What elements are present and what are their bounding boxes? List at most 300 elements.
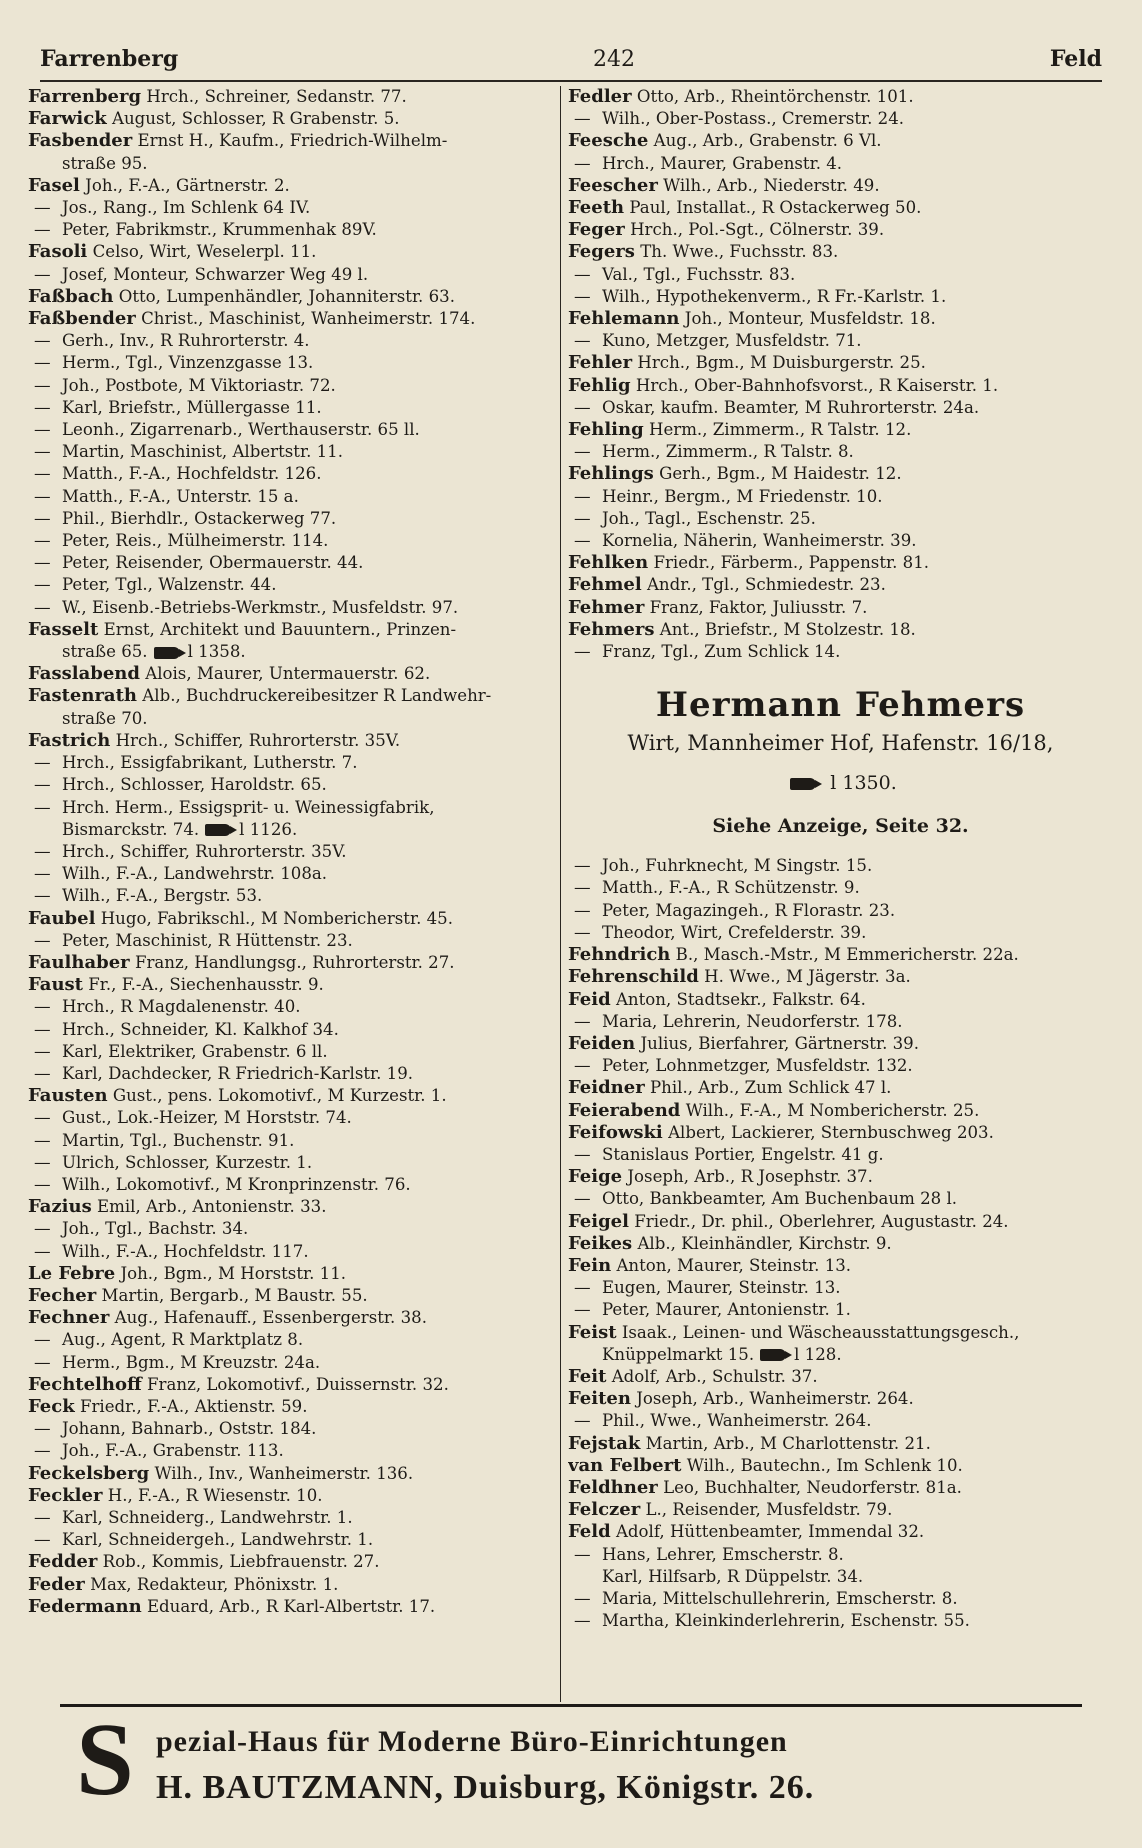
entry-surname: Fehndrich	[568, 944, 671, 966]
entry-dash: —	[34, 1352, 51, 1372]
entry-surname: Feder	[28, 1573, 85, 1595]
entry-details: Matth., F.-A., Unterstr. 15 a.	[62, 486, 299, 506]
entry-details: Joseph, Arb., R Josephstr. 37.	[627, 1167, 873, 1187]
directory-entry	[28, 1107, 558, 1129]
entry-dash: —	[34, 753, 51, 773]
entry-details: Joh., Tgl., Bachstr. 34.	[62, 1219, 249, 1239]
entry-surname: Faust	[28, 974, 83, 996]
entry-details: Herm., Tgl., Vinzenzgasse 13.	[62, 353, 314, 373]
entry-surname: Fehmel	[568, 574, 642, 596]
entry-details: Ulrich, Schlosser, Kurzestr. 1.	[62, 1152, 313, 1172]
directory-entry	[568, 1011, 1113, 1033]
entry-details: Herm., Zimmerm., R Talstr. 12.	[648, 420, 912, 440]
footer-advertisement	[60, 1704, 1082, 1817]
entry-details: Eugen, Maurer, Steinstr. 13.	[602, 1278, 841, 1298]
entry-dash: —	[34, 1219, 51, 1239]
right-column-entries-top	[568, 86, 1113, 663]
directory-entry	[28, 441, 558, 463]
entry-details: Phil., Wwe., Wanheimerstr. 264.	[602, 1411, 872, 1431]
directory-entry	[568, 419, 1113, 441]
column-divider	[560, 86, 561, 1702]
entry-details: Peter, Lohnmetzger, Musfeldstr. 132.	[602, 1056, 913, 1076]
entry-surname: Fasoli	[28, 241, 88, 263]
entry-surname: Farwick	[28, 108, 107, 130]
entry-surname: Fehling	[568, 419, 644, 441]
directory-entry	[28, 1063, 558, 1085]
entry-details: Peter, Tgl., Walzenstr. 44.	[62, 575, 277, 595]
entry-dash: —	[574, 900, 591, 920]
directory-entry	[568, 1144, 1113, 1166]
entry-surname: Fedler	[568, 86, 632, 107]
directory-entry	[28, 1574, 558, 1596]
directory-entry	[568, 375, 1113, 397]
entry-details: Ernst H., Kaufm., Friedrich-Wilhelm-	[137, 131, 448, 151]
entry-details: Rob., Kommis, Liebfrauenstr. 27.	[102, 1552, 380, 1572]
entry-details: Otto, Arb., Rheintörchenstr. 101.	[636, 87, 914, 106]
entry-details: W., Eisenb.-Betriebs-Werkmstr., Musfeldstr. 97.	[62, 597, 459, 617]
entry-details: Peter, Magazingeh., R Florastr. 23.	[602, 900, 896, 920]
entry-details: Karl, Schneiderg., Landwehrstr. 1.	[62, 1508, 353, 1527]
entry-dash: —	[34, 1174, 51, 1194]
entry-details: Franz, Handlungsg., Ruhrorterstr. 27.	[134, 952, 455, 972]
directory-entry	[568, 900, 1113, 922]
entry-surname: Fechner	[28, 1307, 110, 1329]
entry-details: Friedr., F.-A., Aktienstr. 59.	[79, 1396, 308, 1416]
directory-entry	[568, 1455, 1113, 1477]
right-column	[568, 86, 1113, 1632]
entry-dash: —	[574, 486, 591, 506]
entry-details: Otto, Bankbeamter, Am Buchenbaum 28 l.	[602, 1189, 958, 1209]
directory-entry	[28, 1019, 558, 1041]
entry-surname: Fehrenschild	[568, 966, 699, 988]
entry-details: Joh., F.-A., Grabenstr. 113.	[62, 1441, 284, 1461]
directory-entry	[568, 175, 1113, 197]
directory-entry	[28, 1352, 558, 1374]
entry-details: Aug., Agent, R Marktplatz 8.	[62, 1330, 304, 1350]
entry-phone: l 1126.	[239, 819, 298, 839]
entry-surname: Fechtelhoff	[28, 1373, 142, 1395]
directory-entry	[28, 641, 558, 663]
telephone-icon	[205, 824, 231, 836]
directory-entry	[568, 552, 1113, 574]
entry-details: Alb., Kleinhändler, Kirchstr. 9.	[637, 1233, 892, 1253]
entry-surname: Fehmer	[568, 596, 645, 618]
directory-entry	[568, 944, 1113, 966]
entry-surname: Fehlemann	[568, 308, 680, 330]
entry-surname: Fein	[568, 1254, 612, 1276]
entry-dash: —	[574, 1588, 591, 1608]
telephone-icon	[154, 647, 180, 659]
directory-entry	[28, 1418, 558, 1440]
entry-dash: —	[34, 775, 51, 795]
entry-details: Peter, Maschinist, R Hüttenstr. 23.	[62, 930, 353, 950]
entry-phone: l 1358.	[187, 642, 246, 662]
directory-entry	[28, 1551, 558, 1573]
entry-dash: —	[34, 264, 51, 284]
entry-details: Herm., Bgm., M Kreuzstr. 24a.	[62, 1352, 321, 1372]
entry-dash: —	[34, 220, 51, 240]
directory-entry	[28, 1374, 558, 1396]
entry-details: Otto, Lumpenhändler, Johanniterstr. 63.	[118, 286, 456, 306]
entry-dash: —	[574, 1278, 591, 1298]
header-right-keyword: Feld	[1049, 46, 1102, 72]
entry-dash: —	[34, 508, 51, 528]
directory-entry	[28, 574, 558, 596]
directory-entry	[28, 130, 558, 152]
entry-details: Gust., pens. Lokomotivf., M Kurzestr. 1.	[112, 1086, 447, 1106]
directory-entry	[568, 1166, 1113, 1188]
entry-details: Hrch., Schiffer, Ruhrorterstr. 35V.	[115, 730, 401, 750]
entry-details: Albert, Lackierer, Sternbuschweg 203.	[668, 1122, 994, 1142]
entry-dash: —	[34, 375, 51, 395]
entry-details: Martin, Arb., M Charlottenstr. 21.	[645, 1433, 931, 1453]
entry-details: Friedr., Färberm., Pappenstr. 81.	[653, 553, 930, 573]
ad-address: Wirt, Mannheimer Hof, Hafenstr. 16/18,	[627, 731, 1054, 756]
directory-entry	[28, 1329, 558, 1351]
directory-entry	[568, 1366, 1113, 1388]
entry-details: Matth., F.-A., R Schützenstr. 9.	[602, 878, 860, 898]
entry-details: Karl, Briefstr., Müllergasse 11.	[62, 397, 322, 417]
entry-surname: Federmann	[28, 1595, 142, 1617]
directory-entry	[28, 397, 558, 419]
directory-entry	[28, 1130, 558, 1152]
entry-details: Karl, Hilfsarb, R Düppelstr. 34.	[602, 1566, 864, 1586]
entry-dash: —	[34, 1419, 51, 1439]
entry-dash: —	[574, 508, 591, 528]
entry-dash: —	[34, 1152, 51, 1172]
entry-dash: —	[574, 1544, 591, 1564]
entry-surname: Faubel	[28, 907, 96, 929]
entry-dash: —	[574, 1011, 591, 1031]
entry-details: Joh., Fuhrknecht, M Singstr. 15.	[602, 856, 873, 876]
entry-dash: —	[34, 1508, 51, 1527]
entry-dash: —	[34, 442, 51, 462]
page-header	[40, 42, 1102, 76]
directory-entry	[568, 1255, 1113, 1277]
right-column-entries-bottom	[568, 855, 1113, 1632]
entry-details: Heinr., Bergm., M Friedenstr. 10.	[602, 486, 883, 506]
entry-dash: —	[34, 930, 51, 950]
directory-entry	[568, 574, 1113, 596]
entry-surname: Fecher	[28, 1284, 97, 1306]
directory-entry	[568, 1033, 1113, 1055]
entry-details: Julius, Bierfahrer, Gärtnerstr. 39.	[640, 1033, 920, 1053]
entry-details: Hrch., Schreiner, Sedanstr. 77.	[146, 87, 407, 106]
directory-entry	[28, 1440, 558, 1462]
directory-entry	[568, 1299, 1113, 1321]
entry-details: Celso, Wirt, Weselerpl. 11.	[92, 242, 317, 262]
directory-entry	[28, 1085, 558, 1107]
entry-details: Wilh., F.-A., M Nombericherstr. 25.	[685, 1100, 980, 1120]
entry-details: straße 70.	[62, 708, 148, 728]
entry-details: Bismarckstr. 74.	[62, 819, 200, 839]
entry-details: Phil., Arb., Zum Schlick 47 l.	[649, 1078, 892, 1098]
entry-details: Phil., Bierhdlr., Ostackerweg 77.	[62, 508, 337, 528]
entry-dash: —	[574, 1189, 591, 1209]
directory-entry	[28, 1152, 558, 1174]
directory-entry	[568, 441, 1113, 463]
directory-entry	[568, 855, 1113, 877]
entry-details: Hans, Lehrer, Emscherstr. 8.	[602, 1544, 844, 1564]
entry-details: Adolf, Arb., Schulstr. 37.	[611, 1366, 818, 1386]
directory-entry	[568, 1566, 1113, 1588]
entry-dash: —	[574, 1144, 591, 1164]
entry-details: Hrch., Schneider, Kl. Kalkhof 34.	[62, 1019, 339, 1039]
entry-details: Friedr., Dr. phil., Oberlehrer, Augustastr. 24.	[634, 1211, 1009, 1231]
entry-details: Karl, Dachdecker, R Friedrich-Karlstr. 19.	[62, 1063, 414, 1083]
directory-entry	[28, 1485, 558, 1507]
directory-entry	[28, 1307, 558, 1329]
directory-entry	[28, 241, 558, 263]
directory-entry	[28, 797, 558, 819]
directory-entry	[28, 197, 558, 219]
entry-details: Emil, Arb., Antonienstr. 33.	[97, 1197, 327, 1217]
entry-details: Herm., Zimmerm., R Talstr. 8.	[602, 442, 854, 462]
entry-details: Maria, Lehrerin, Neudorferstr. 178.	[602, 1011, 903, 1031]
directory-entry	[28, 1596, 558, 1618]
entry-details: Hrch., Ober-Bahnhofsvorst., R Kaiserstr. 1.	[635, 375, 999, 395]
entry-surname: Feger	[568, 219, 625, 241]
page-number: 242	[593, 46, 636, 72]
entry-details: Martha, Kleinkinderlehrerin, Eschenstr. 55.	[602, 1611, 970, 1631]
directory-entry	[568, 1588, 1113, 1610]
directory-entry	[568, 922, 1113, 944]
entry-details: Hrch. Herm., Essigsprit- u. Weinessigfabrik,	[62, 797, 435, 817]
entry-surname: Farrenberg	[28, 86, 142, 107]
directory-entry	[28, 752, 558, 774]
directory-entry	[568, 1322, 1113, 1344]
entry-details: Wilh., Ober-Postass., Cremerstr. 24.	[602, 109, 905, 129]
entry-details: Alois, Maurer, Untermauerstr. 62.	[145, 664, 431, 684]
entry-dash: —	[574, 922, 591, 942]
directory-entry	[568, 86, 1113, 108]
directory-entry	[568, 1211, 1113, 1233]
directory-entry	[28, 1041, 558, 1063]
entry-details: Hrch., Schiffer, Ruhrorterstr. 35V.	[62, 841, 347, 861]
entry-surname: Fehler	[568, 352, 633, 374]
entry-surname: Fasselt	[28, 618, 99, 640]
directory-entry	[28, 108, 558, 130]
directory-entry	[28, 708, 558, 730]
directory-entry	[568, 1388, 1113, 1410]
entry-details: Wilh., F.-A., Landwehrstr. 108a.	[62, 864, 328, 884]
entry-details: Adolf, Hüttenbeamter, Immendal 32.	[615, 1522, 925, 1542]
entry-details: Oskar, kaufm. Beamter, M Ruhrorterstr. 24a.	[602, 397, 980, 417]
directory-entry	[28, 463, 558, 485]
directory-entry	[28, 863, 558, 885]
footer-line-2: H. BAUTZMANN, Duisburg, Königstr. 26.	[156, 1769, 815, 1806]
entry-details: Hrch., Pol.-Sgt., Cölnerstr. 39.	[630, 220, 885, 240]
directory-entry	[28, 1174, 558, 1196]
directory-entry	[28, 352, 558, 374]
directory-entry	[568, 308, 1113, 330]
entry-dash: —	[34, 597, 51, 617]
entry-dash: —	[34, 797, 51, 817]
entry-dash: —	[574, 397, 591, 417]
entry-dash: —	[34, 841, 51, 861]
entry-details: Wilh., Lokomotivf., M Kronprinzenstr. 76.	[62, 1174, 411, 1194]
directory-entry	[28, 996, 558, 1018]
directory-entry	[28, 1529, 558, 1551]
directory-entry	[568, 1433, 1113, 1455]
directory-entry	[28, 308, 558, 330]
directory-entry	[28, 530, 558, 552]
entry-dash: —	[574, 109, 591, 129]
entry-dash: —	[574, 878, 591, 898]
entry-details: Hugo, Fabrikschl., M Nombericherstr. 45.	[100, 908, 454, 928]
directory-entry	[568, 619, 1113, 641]
directory-entry	[568, 1344, 1113, 1366]
entry-surname: Feikes	[568, 1232, 633, 1254]
entry-surname: Feescher	[568, 174, 658, 196]
entry-details: B., Masch.-Mstr., M Emmericherstr. 22a.	[675, 945, 1019, 965]
entry-details: Gerh., Inv., R Ruhrorterstr. 4.	[62, 331, 310, 351]
entry-details: Wilh., F.-A., Bergstr. 53.	[62, 886, 263, 906]
entry-dash: —	[34, 575, 51, 595]
directory-entry	[28, 619, 558, 641]
entry-details: Peter, Reis., Mülheimerstr. 114.	[62, 531, 329, 551]
entry-surname: Feldhner	[568, 1476, 658, 1498]
entry-details: Wilh., Hypothekenverm., R Fr.-Karlstr. 1.	[602, 286, 947, 306]
entry-surname: Fazius	[28, 1196, 92, 1218]
directory-entry	[568, 286, 1113, 308]
directory-entry	[28, 730, 558, 752]
entry-details: straße 65.	[62, 642, 148, 662]
directory-entry	[568, 530, 1113, 552]
entry-details: Franz, Tgl., Zum Schlick 14.	[602, 642, 841, 662]
entry-details: Hrch., R Magdalenenstr. 40.	[62, 997, 301, 1017]
directory-entry	[28, 1263, 558, 1285]
directory-entry	[568, 597, 1113, 619]
entry-details: Theodor, Wirt, Crefelderstr. 39.	[602, 922, 867, 942]
directory-entry	[568, 1410, 1113, 1432]
entry-details: Aug., Hafenauff., Essenbergerstr. 38.	[114, 1308, 427, 1328]
entry-dash: —	[574, 331, 591, 351]
entry-surname: Feeth	[568, 197, 625, 219]
entry-surname: Feiten	[568, 1388, 631, 1410]
directory-entry	[28, 1507, 558, 1529]
entry-surname: Feigel	[568, 1210, 629, 1232]
directory-entry	[28, 486, 558, 508]
directory-entry	[568, 1055, 1113, 1077]
advertisement-fehmers	[568, 683, 1113, 843]
directory-entry	[28, 930, 558, 952]
directory-entry	[568, 219, 1113, 241]
directory-entry	[28, 1285, 558, 1307]
directory-entry	[28, 175, 558, 197]
entry-dash: —	[34, 531, 51, 551]
directory-entry	[28, 1241, 558, 1263]
entry-surname: Feifowski	[568, 1121, 663, 1143]
directory-entry	[568, 641, 1113, 663]
entry-details: H., F.-A., R Wiesenstr. 10.	[107, 1485, 323, 1505]
entry-details: Joh., Tagl., Eschenstr. 25.	[602, 508, 816, 528]
entry-surname: Feid	[568, 988, 611, 1010]
entry-surname: Feierabend	[568, 1099, 681, 1121]
entry-surname: Fastenrath	[28, 685, 137, 707]
directory-entry	[568, 1188, 1113, 1210]
entry-surname: Fastrich	[28, 729, 111, 751]
entry-surname: Feckler	[28, 1484, 103, 1506]
entry-surname: Fehlken	[568, 552, 649, 574]
entry-dash: —	[574, 642, 591, 662]
entry-surname: Fedder	[28, 1551, 98, 1573]
entry-details: Aug., Arb., Grabenstr. 6 Vl.	[653, 131, 882, 151]
directory-entry	[568, 1100, 1113, 1122]
entry-dash: —	[34, 486, 51, 506]
footer-line-1: pezial-Haus für Moderne Büro-Einrichtungen	[156, 1725, 788, 1758]
directory-entry	[28, 841, 558, 863]
directory-entry	[28, 597, 558, 619]
directory-entry	[568, 1233, 1113, 1255]
directory-entry	[28, 86, 558, 108]
entry-details: Gust., Lok.-Heizer, M Horststr. 74.	[62, 1108, 352, 1128]
directory-entry	[28, 1218, 558, 1240]
entry-dash: —	[34, 420, 51, 440]
directory-entry	[568, 330, 1113, 352]
entry-details: Martin, Maschinist, Albertstr. 11.	[62, 442, 344, 462]
entry-surname: Feidner	[568, 1077, 645, 1099]
directory-entry	[28, 286, 558, 308]
entry-details: Jos., Rang., Im Schlenk 64 IV.	[62, 198, 311, 218]
entry-surname: Fasslabend	[28, 663, 140, 685]
entry-details: Paul, Installat., R Ostackerweg 50.	[629, 198, 922, 218]
directory-entry	[28, 685, 558, 707]
entry-details: Martin, Tgl., Buchenstr. 91.	[62, 1130, 295, 1150]
entry-surname: Faulhaber	[28, 951, 130, 973]
entry-dash: —	[34, 1441, 51, 1461]
entry-dash: —	[34, 1108, 51, 1128]
directory-entry	[568, 463, 1113, 485]
entry-details: Joseph, Arb., Wanheimerstr. 264.	[636, 1389, 914, 1409]
entry-details: Eduard, Arb., R Karl-Albertstr. 17.	[146, 1596, 436, 1616]
directory-entry	[28, 264, 558, 286]
entry-details: Leo, Buchhalter, Neudorferstr. 81a.	[663, 1477, 962, 1497]
directory-entry	[28, 375, 558, 397]
entry-dash: —	[34, 397, 51, 417]
directory-entry	[568, 153, 1113, 175]
entry-details: Hrch., Bgm., M Duisburgerstr. 25.	[637, 353, 926, 373]
entry-details: Alb., Buchdruckereibesitzer R Landwehr-	[142, 686, 492, 706]
entry-dash: —	[34, 1063, 51, 1083]
entry-dash: —	[34, 1241, 51, 1261]
entry-dash: —	[574, 1611, 591, 1631]
entry-surname: Faßbach	[28, 285, 114, 307]
entry-details: August, Schlosser, R Grabenstr. 5.	[112, 109, 400, 129]
entry-details: Ant., Briefstr., M Stolzestr. 18.	[659, 619, 916, 639]
entry-dash: —	[574, 153, 591, 173]
entry-details: Wilh., Bautechn., Im Schlenk 10.	[686, 1455, 963, 1475]
entry-details: Fr., F.-A., Siechenhausstr. 9.	[88, 975, 324, 995]
directory-entry	[568, 966, 1113, 988]
entry-dash: —	[34, 553, 51, 573]
entry-dash: —	[574, 264, 591, 284]
directory-entry	[568, 108, 1113, 130]
entry-dash: —	[34, 886, 51, 906]
left-column	[28, 86, 558, 1618]
footer-initial: S	[76, 1702, 134, 1817]
directory-entry	[568, 1077, 1113, 1099]
entry-details: Hrch., Essigfabrikant, Lutherstr. 7.	[62, 753, 358, 773]
entry-dash: —	[34, 1130, 51, 1150]
ad-title: Hermann Fehmers	[655, 685, 1026, 726]
directory-entry	[28, 774, 558, 796]
entry-surname: Feckelsberg	[28, 1462, 150, 1484]
directory-entry	[28, 819, 558, 841]
entry-details: Isaak., Leinen- und Wäscheausstattungsgesch.,	[621, 1322, 1020, 1342]
entry-surname: Fehlings	[568, 463, 654, 485]
entry-details: Kuno, Metzger, Musfeldstr. 71.	[602, 331, 862, 351]
